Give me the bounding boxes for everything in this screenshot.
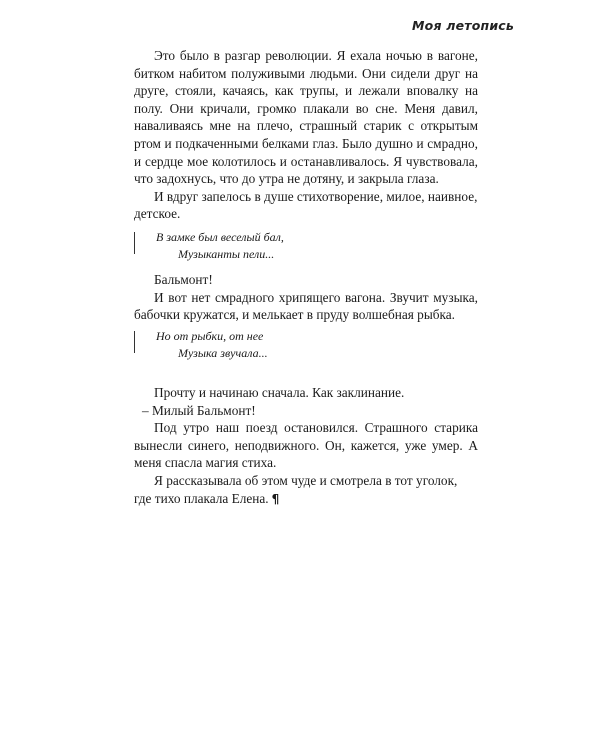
verse-quote [134,229,434,263]
end-of-chapter-icon: ¶ [271,491,280,506]
paragraph-final [134,472,478,508]
paragraph: Бальмонт! [154,272,213,287]
running-head-title: Моя летопись [412,18,514,33]
paragraph: Прочту и начинаю сначала. Как заклинание. [154,385,405,400]
paragraph: Это было в разгар революции. Я ехала ночью в вагоне, битком набитом полуживыми людьми. Они сидели друг на друге, стояли, качаясь, как трупы, и лежали вповалку на полу. Они кричали, громко плакали во сне. Меня давил, наваливаясь мне на плечо, страшный старик с открытым ртом и подкаченными белками глаз. Было душно и смрадно, и сердце мое колотилось и останавливалось. Я чувствовала, что задохнусь, что до утра не дотяну, и закрыла глаза. [134,48,478,187]
text-block-middle [134,271,478,324]
text-block-closing [134,384,478,508]
verse-line: Музыка звучала... [178,346,268,360]
text-block-opening [134,47,478,223]
verse-line: Музыканты пели... [178,247,275,261]
paragraph: И вот нет смрадного хрипящего вагона. Звучит музыка, бабочки кружатся, и мелькает в пруду волшебная рыбка. [134,289,478,323]
verse-line: Но от рыбки, от нее [156,329,264,343]
verse-quote [134,328,434,362]
verse-bar-decoration [134,331,135,353]
verse-bar-decoration [134,232,135,254]
dialogue-line: – Милый Бальмонт! [142,402,256,418]
paragraph-final-text: Я рассказывала об этом чуде и смотрела в тот уголок, где тихо плакала Елена. [134,472,458,506]
paragraph: И вдруг запелось в душе стихотворение, милое, наивное, детское. [134,188,478,222]
paragraph: Под утро наш поезд остановился. Страшного старика вынесли синего, неподвижного. Он, кажется, уже умер. А меня спасла магия стиха. [134,420,478,471]
verse-line: В замке был веселый бал, [156,230,284,244]
